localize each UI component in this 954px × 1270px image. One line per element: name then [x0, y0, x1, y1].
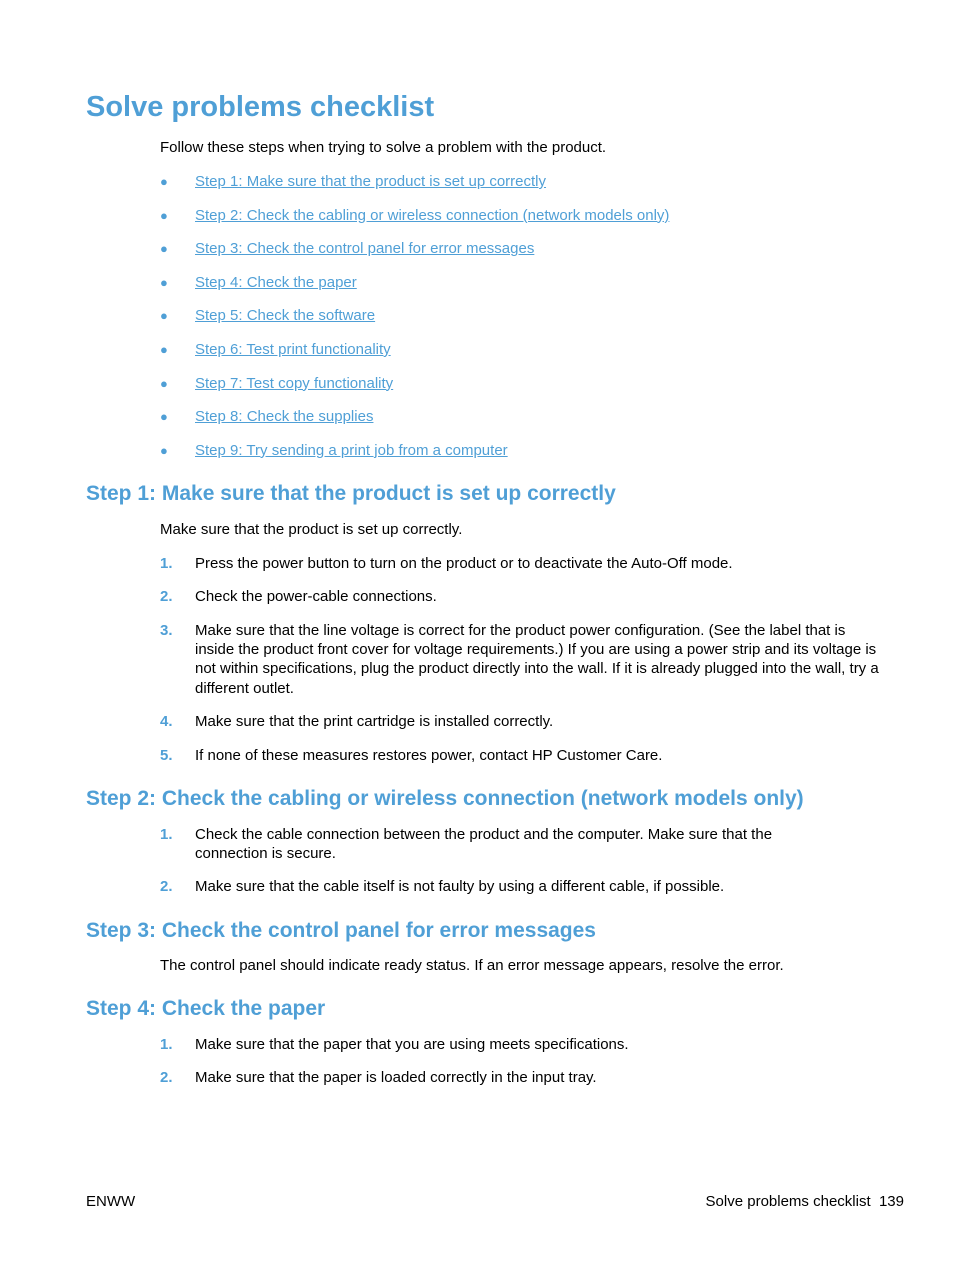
list-item: [160, 1068, 880, 1087]
bullet-icon: ●: [160, 174, 168, 189]
list-item: [160, 554, 880, 573]
footer-section-title: Solve problems checklist: [705, 1193, 871, 1210]
bullet-icon: ●: [160, 375, 168, 391]
list-item: [160, 877, 880, 896]
step-text: If none of these measures restores power, contact HP Customer Care.: [195, 747, 663, 764]
section-1-intro: Make sure that the product is set up correctly.: [160, 521, 463, 538]
step-number: 5.: [160, 747, 173, 764]
section-3-text: The control panel should indicate ready status. If an error message appears, resolve the error.: [160, 957, 784, 974]
toc-link-step-1[interactable]: Step 1: Make sure that the product is set up correctly: [195, 173, 547, 190]
page-title: Solve problems checklist: [86, 91, 435, 123]
step-number: 1.: [160, 826, 173, 843]
toc-link-step-9[interactable]: Step 9: Try sending a print job from a computer: [195, 441, 508, 459]
list-item: [160, 746, 880, 765]
list-item: [160, 825, 880, 863]
step-text: Make sure that the cable itself is not faulty by using a different cable, if possible.: [195, 878, 725, 895]
list-item: [160, 587, 880, 606]
bullet-icon: ●: [160, 308, 168, 324]
toc-link-step-7[interactable]: Step 7: Test copy functionality: [195, 374, 394, 392]
list-item: [160, 621, 880, 698]
bullet-icon: ●: [160, 442, 168, 458]
step-text: Check the cable connection between the product and the computer. Make sure that the connection is secure.: [195, 826, 773, 863]
step-text: Press the power button to turn on the product or to deactivate the Auto-Off mode.: [195, 555, 733, 572]
intro-text: Follow these steps when trying to solve a problem with the product.: [160, 139, 607, 156]
step-text: Make sure that the paper that you are using meets specifications.: [195, 1036, 629, 1053]
step-number: 2.: [160, 1069, 173, 1086]
toc-link-step-6[interactable]: Step 6: Test print functionality: [195, 340, 391, 358]
section-3-heading: Step 3: Check the control panel for error messages: [86, 919, 596, 942]
section-1-heading: Step 1: Make sure that the product is set up correctly: [86, 482, 616, 505]
footer-left: ENWW: [86, 1193, 136, 1210]
step-number: 3.: [160, 622, 173, 639]
bullet-icon: ●: [160, 341, 168, 357]
step-number: 1.: [160, 1036, 173, 1053]
list-item: [160, 712, 880, 731]
section-4-heading: Step 4: Check the paper: [86, 997, 326, 1020]
toc-link-step-2[interactable]: Step 2: Check the cabling or wireless connection (network models only): [195, 206, 670, 224]
list-item: [160, 1035, 880, 1054]
bullet-icon: ●: [160, 409, 168, 425]
toc-link-step-5[interactable]: Step 5: Check the software: [195, 307, 376, 325]
step-text: Make sure that the line voltage is correct for the product power configuration. (See the label that is inside the product front cover for voltage requirements.) If you are using a power strip and its voltage is not within specifications, plug the product directly into the wall. If it is already plugged into the wall, try a different outlet.: [195, 622, 879, 697]
step-number: 1.: [160, 555, 173, 572]
step-text: Check the power-cable connections.: [195, 588, 437, 605]
step-text: Make sure that the print cartridge is installed correctly.: [195, 713, 554, 730]
bullet-icon: ●: [160, 207, 168, 223]
toc-link-step-3[interactable]: Step 3: Check the control panel for error messages: [195, 240, 535, 258]
step-number: 2.: [160, 878, 173, 895]
bullet-icon: ●: [160, 241, 168, 257]
step-number: 4.: [160, 713, 173, 730]
page-number: 139: [878, 1193, 904, 1210]
toc-link-step-4[interactable]: Step 4: Check the paper: [195, 273, 357, 291]
bullet-icon: ●: [160, 274, 168, 290]
toc-link-step-8[interactable]: Step 8: Check the supplies: [195, 408, 374, 426]
footer-right: [706, 1192, 904, 1211]
section-2-heading: Step 2: Check the cabling or wireless connection (network models only): [86, 787, 804, 810]
step-number: 2.: [160, 588, 173, 605]
step-text: Make sure that the paper is loaded correctly in the input tray.: [195, 1069, 597, 1086]
